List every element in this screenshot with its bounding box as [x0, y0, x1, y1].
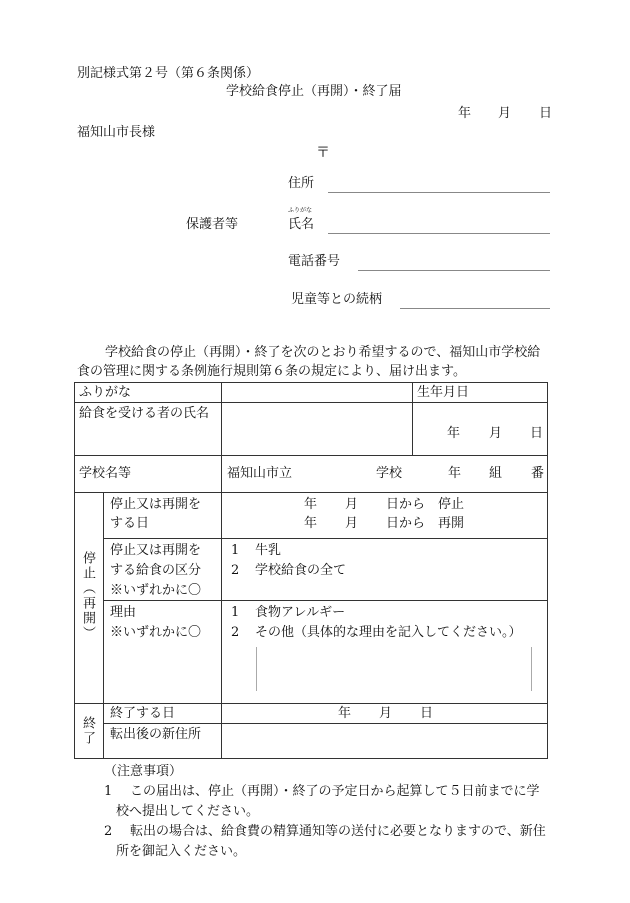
phone-field[interactable] [358, 270, 550, 271]
date-day: 日 [539, 106, 553, 121]
new-address-field[interactable] [222, 724, 548, 759]
address-label: 住所 [288, 176, 315, 191]
reason-options[interactable] [222, 601, 548, 704]
page-title: 学校給食停止（再開）・終了届 [226, 84, 402, 99]
category-label: 停止又は再開を する給食の区分 ※いずれかに〇 [104, 539, 222, 601]
application-table [74, 382, 548, 759]
end-date-label: 終了する日 [104, 704, 222, 724]
furigana-field[interactable] [222, 383, 413, 403]
category-option-1-num: 1 [231, 543, 240, 558]
notes-heading: （注意事項） [104, 764, 183, 779]
phone-label: 電話番号 [288, 254, 341, 269]
school-field[interactable]: 福知山市立 学校 年 組 番 [222, 456, 548, 493]
note-2-line-1: 転出の場合は、給食費の精算通知等の送付に必要となりますので、新住 [130, 824, 546, 839]
note-1-num: 1 [104, 784, 113, 799]
end-date-field[interactable]: 年 月 日 [222, 704, 548, 724]
intro-line-1: 学校給食の停止（再開）・終了を次のとおり希望するので、福知山市学校給 [105, 345, 541, 360]
category-option-2[interactable]: 学校給食の全て [255, 563, 347, 578]
reason-detail-field[interactable] [256, 647, 532, 691]
relation-label: 児童等との続柄 [291, 292, 383, 307]
note-1-line-1: この届出は、停止（再開）・終了の予定日から起算して５日前までに学 [130, 784, 540, 799]
stop-section-label: 停止（再開） [75, 493, 104, 704]
stop-date-field[interactable]: 年 月 日から 停止 年 月 日から 再開 [222, 493, 548, 539]
new-address-label: 転出後の新住所 [104, 724, 222, 759]
note-1-line-2: 校へ提出してください。 [116, 804, 260, 819]
note-2-num: 2 [104, 824, 113, 839]
name-field[interactable] [328, 233, 550, 234]
reason-option-1[interactable]: 食物アレルギー [255, 605, 346, 620]
school-label: 学校名等 [75, 456, 222, 493]
date-year: 年 [458, 106, 472, 121]
relation-field[interactable] [400, 308, 550, 309]
recipient-name-field[interactable] [222, 403, 413, 456]
end-section-label: 終了 [75, 704, 104, 759]
reason-option-2-num: 2 [231, 625, 240, 640]
category-option-1[interactable]: 牛乳 [255, 543, 282, 558]
stop-date-label: 停止又は再開を する日 [104, 493, 222, 539]
intro-line-2: 食の管理に関する条例施行規則第６条の規定により、届け出ます。 [77, 364, 466, 379]
address-field[interactable] [328, 192, 550, 193]
birthdate-field[interactable]: 年 月 日 [413, 403, 548, 456]
date-month: 月 [498, 106, 512, 121]
postal-mark: 〒 [316, 145, 330, 161]
addressee: 福知山市長様 [77, 125, 156, 140]
note-2-line-2: 所を御記入ください。 [116, 844, 247, 859]
reason-option-1-num: 1 [231, 605, 240, 620]
name-label: 氏名 [288, 217, 315, 232]
name-ruby: ふりがな [288, 207, 313, 214]
guardian-label: 保護者等 [186, 217, 239, 232]
reason-option-2[interactable]: その他（具体的な理由を記入してください。） [255, 625, 522, 640]
recipient-name-label: 給食を受ける者の氏名 [75, 403, 222, 456]
category-options[interactable] [222, 539, 548, 601]
category-option-2-num: 2 [231, 563, 240, 578]
birthdate-header: 生年月日 [413, 383, 548, 403]
reason-label: 理由 ※いずれかに〇 [104, 601, 222, 704]
form-id: 別記様式第２号（第６条関係） [77, 66, 260, 81]
furigana-header: ふりがな [75, 383, 222, 403]
